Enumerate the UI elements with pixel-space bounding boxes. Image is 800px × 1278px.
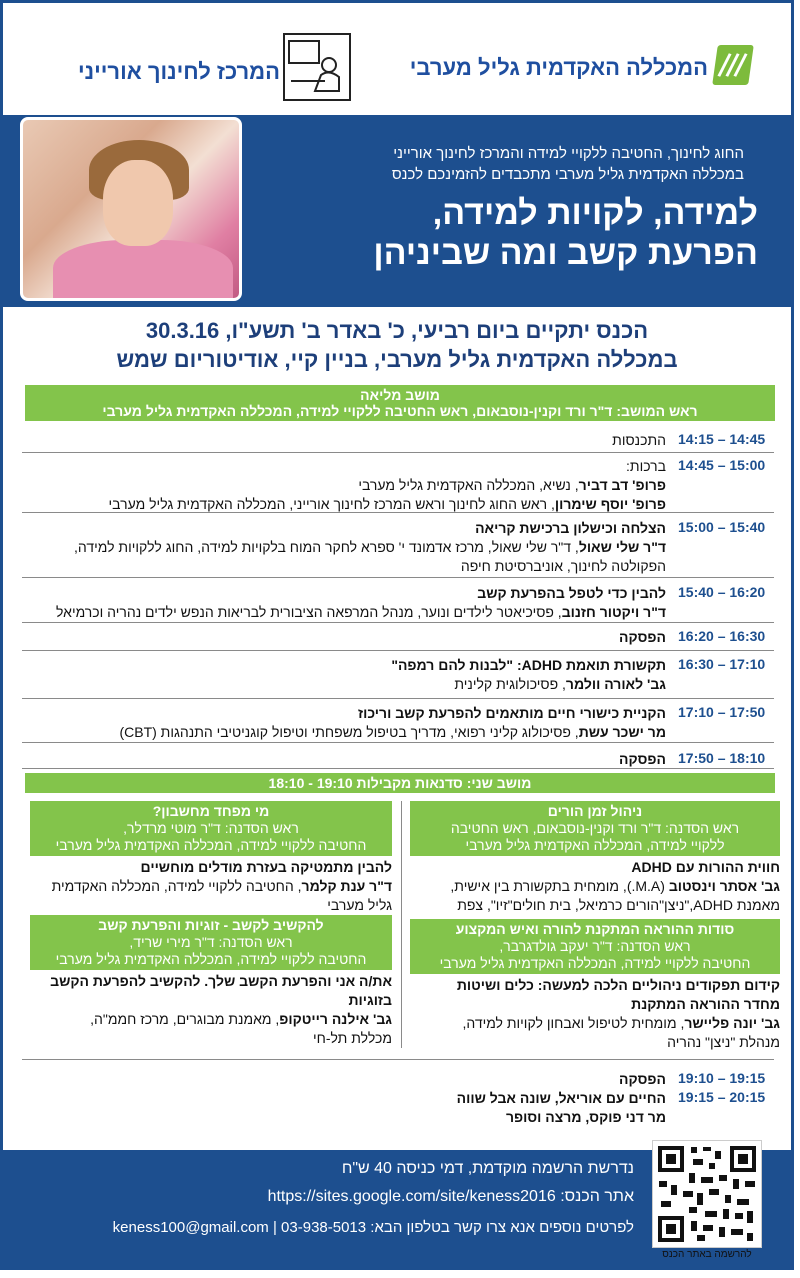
schedule-line-bold: גב' לאורה וולמר — [565, 676, 666, 692]
schedule-line-text: , ראש החוג לחינוך וראש המרכז לחינוך אורייני, המכללה האקדמית גליל מערבי — [108, 496, 555, 512]
schedule-text — [6, 584, 666, 622]
schedule-line — [6, 675, 666, 694]
workshop-couples-topic: את/ה אני והפרעת הקשב שלך. להקשיב להפרעת הקשב — [50, 973, 392, 989]
schedule-line-bold: הפסקה — [619, 751, 666, 767]
schedule-line — [6, 457, 666, 476]
workshop-parents-leader: ראש הסדנה: ד"ר ורד וקנין-נוסבאום, ראש החטיבה — [450, 820, 740, 836]
workshop-parents-speaker-line — [412, 877, 780, 896]
closing-text-bold: הפסקה — [619, 1071, 666, 1087]
workshop-teaching-title: סודות ההוראה המתקנת להורה ואיש המקצוע — [455, 921, 735, 937]
qr-code[interactable] — [652, 1140, 762, 1248]
workshop-teaching-speaker-line — [412, 1014, 780, 1033]
intro-line-2: במכללה האקדמית גליל מערבי מתכבדים להזמינכם לכנס — [391, 166, 744, 183]
schedule-time: 16:20 – 16:30 — [678, 628, 766, 644]
schedule-text — [6, 431, 666, 450]
event-date: הכנס יתקיים ביום רביעי, כ' באדר ב' תשע"ו, 30.3.16 — [145, 318, 649, 343]
site-link[interactable]: https://sites.google.com/site/keness2016 — [267, 1188, 556, 1205]
workshop-teaching-body — [412, 976, 780, 1052]
workshop-couples-body — [30, 972, 392, 1048]
closing-text-bold: מר דני פוקס, מרצה וסופר — [505, 1109, 666, 1125]
schedule-line-text: , פסיכולוג קליני רפואי, מדריך בטיפול משפחתי וטיפול קוגניטיבי התנהגות (CBT) — [119, 724, 579, 740]
registration-note: נדרשת הרשמה מוקדמת, דמי כניסה 40 ש"ח — [341, 1160, 634, 1177]
schedule-divider — [22, 622, 774, 623]
workshop-math-header — [30, 801, 392, 856]
schedule-line-text: , פסיכיאטר לילדים ונוער, מנהל המרפאה הציבורית לבריאות הנפש ילדים נהריה וכרמיאל — [56, 604, 562, 620]
schedule-line-text: ברכות: — [626, 458, 666, 474]
closing-text-bold: החיים עם אוריאל, שונה אבל שווה — [456, 1090, 666, 1106]
workshop-teaching-line2: מנהלת "ניצן" נהריה — [667, 1034, 780, 1050]
closing-text — [6, 1108, 666, 1127]
closing-divider — [22, 1059, 774, 1060]
workshop-parents-body — [412, 858, 780, 915]
workshop-couples-speaker: גב' אילנה רייטקופ — [279, 1011, 392, 1027]
workshop-teaching-leader2: החטיבה ללקויי למידה, המכללה האקדמית גליל מערבי — [439, 955, 751, 971]
workshop-divider — [401, 801, 402, 1048]
schedule-divider — [22, 512, 774, 513]
college-logo-text: המכללה האקדמית גליל מערבי — [409, 55, 708, 80]
workshop-math-speaker: ד"ר ענת קלמר — [301, 878, 392, 894]
workshop-parents-leader2: ללקויי למידה, המכללה האקדמית גליל מערבי — [465, 837, 725, 853]
workshop-parents-speaker-rest: (M.A.), מומחית בתקשורת בין אישית, — [450, 878, 665, 894]
workshop-math-line2: גליל מערבי — [327, 897, 392, 913]
workshop-couples-topic2: בזוגיות — [348, 992, 392, 1008]
plenary-bar — [25, 385, 775, 421]
workshop-math-body — [30, 858, 392, 915]
workshop-couples-leader2: החטיבה ללקויי למידה, המכללה האקדמית גליל מערבי — [55, 951, 367, 967]
schedule-time: 17:10 – 17:50 — [678, 704, 766, 720]
plenary-title: מושב מליאה — [360, 387, 440, 403]
workshop-teaching-leader: ראש הסדנה: ד"ר יעקב גולדגרבר, — [499, 938, 691, 954]
header — [3, 3, 791, 115]
workshop-parents-title: ניהול זמן הורים — [547, 803, 643, 819]
qr-caption: להרשמה באתר הכנס — [662, 1249, 752, 1260]
college-logo-icon — [712, 45, 754, 85]
conference-title — [278, 193, 758, 273]
schedule-text — [6, 628, 666, 647]
workshop-couples-line2: מכללת תל-חי — [313, 1030, 392, 1046]
schedule-line-text: , ד"ר שלי שאול, מרכז אדמונד י' ספרא לחקר המוח בלקויות למידה, החוג ללקויות למידה, — [74, 539, 579, 555]
schedule-line-bold: להבין כדי לטפל בהפרעת קשב — [477, 585, 666, 601]
schedule-line-bold: מר ישכר עשת — [578, 724, 666, 740]
workshop-parents-topic: חווית ההורות עם ADHD — [631, 859, 780, 875]
schedule-text — [6, 457, 666, 514]
title-line-1: למידה, לקויות למידה, — [432, 194, 758, 232]
schedule-time: 15:40 – 16:20 — [678, 584, 766, 600]
schedule-divider — [22, 768, 774, 769]
session2-bar: מושב שני: סדנאות מקבילות 19:10 - 18:10 — [25, 773, 775, 793]
literacy-center-logo: המרכז לחינוך אורייני — [78, 59, 280, 84]
qr-code-icon — [653, 1141, 761, 1247]
workshop-teaching-topic: קידום תפקודים ניהוליים הלכה למעשה: כלים ושיטות — [456, 977, 780, 993]
schedule-divider — [22, 577, 774, 578]
workshop-teaching-topic2: מחדר ההוראה המתקנת — [631, 996, 780, 1012]
workshop-couples-leader: ראש הסדנה: ד"ר מירי שריד, — [129, 934, 293, 950]
schedule-line-bold: הקניית כישורי חיים מותאמים להפרעת קשב וריכוז — [358, 705, 666, 721]
schedule-time: 16:30 – 17:10 — [678, 656, 766, 672]
schedule-line-text: הפקולטה לחינוך, אוניברסיטת חיפה — [460, 558, 666, 574]
schedule-line — [6, 723, 666, 742]
workshop-math-leader: ראש הסדנה: ד"ר מוטי מרדלר, — [123, 820, 299, 836]
schedule-line — [6, 431, 666, 450]
schedule-line — [6, 519, 666, 538]
intro-line-1: החוג לחינוך, החטיבה ללקויי למידה והמרכז לחינוך אורייני — [393, 145, 744, 162]
workshop-teaching-speaker-rest: , מומחית לטיפול ואבחון לקויות למידה, — [462, 1015, 685, 1031]
schedule-line — [6, 538, 666, 557]
workshop-math-leader2: החטיבה ללקויי למידה, המכללה האקדמית גליל מערבי — [55, 837, 367, 853]
schedule-line-text: התכנסות — [612, 432, 666, 448]
workshop-teaching-speaker: גב' יונה פליישר — [684, 1015, 780, 1031]
workshop-parents-speaker: גב' אסתר וינסטוב — [668, 878, 780, 894]
schedule-line — [6, 584, 666, 603]
schedule-line-bold: תקשורת תואמת ADHD: "לבנות להם רמפה" — [391, 657, 666, 673]
workshop-parents-line2: מאמנת ADHD,"ניצן"הורים כרמיאל, בית חולים"זיו", צפת — [457, 897, 780, 913]
schedule-line-bold: הפסקה — [619, 629, 666, 645]
workshop-couples-speaker-rest: , מאמנת מבוגרים, מרכז חממ"ה, — [90, 1011, 280, 1027]
contact-line: לפרטים נוספים אנא צרו קשר בטלפון הבא: 03-938-5013 | keness100@gmail.com — [112, 1219, 634, 1236]
schedule-time: 14:45 – 15:00 — [678, 457, 766, 473]
workshop-teaching-header — [410, 919, 780, 974]
schedule-line — [6, 628, 666, 647]
workshop-math-speaker-line — [30, 877, 392, 896]
title-line-2: הפרעת קשב ומה שביניהן — [373, 234, 758, 272]
closing-text — [6, 1089, 666, 1108]
schedule-time: 17:50 – 18:10 — [678, 750, 766, 766]
schedule-line — [6, 704, 666, 723]
schedule-time: 15:00 – 15:40 — [678, 519, 766, 535]
closing-text — [6, 1070, 666, 1089]
schedule-divider — [22, 742, 774, 743]
girl-photo — [20, 117, 242, 301]
workshop-math-title: מי מפחד מחשבון? — [152, 803, 270, 819]
workshop-math-speaker-rest: , החטיבה ללקויי למידה, המכללה האקדמית — [51, 878, 302, 894]
closing-time: 19:10 – 19:15 — [678, 1070, 766, 1086]
schedule-divider — [22, 452, 774, 453]
schedule-line — [6, 476, 666, 495]
schedule-text — [6, 519, 666, 576]
schedule-line — [6, 603, 666, 622]
schedule-line — [6, 656, 666, 675]
conference-site-line — [268, 1188, 634, 1206]
workshop-couples-header — [30, 915, 392, 970]
schedule-line-bold: פרופ' דב דביר — [578, 477, 666, 493]
schedule-divider — [22, 650, 774, 651]
schedule-divider — [22, 698, 774, 699]
child-drawing-icon — [283, 33, 351, 101]
schedule-line-bold: ד"ר שלי שאול — [578, 539, 666, 555]
schedule-time: 14:15 – 14:45 — [678, 431, 766, 447]
workshop-parents-header — [410, 801, 780, 856]
schedule-line-text: , פסיכולוגית קלינית — [454, 676, 566, 692]
schedule-text — [6, 750, 666, 769]
schedule-text — [6, 656, 666, 694]
workshop-couples-speaker-line — [30, 1010, 392, 1029]
plenary-chair: ראש המושב: ד"ר ורד וקנין-נוסבאום, ראש החטיבה ללקויי למידה, המכללה האקדמית גליל מערבי — [102, 403, 698, 419]
schedule-line-bold: הצלחה וכישלון ברכישת קריאה — [475, 520, 666, 536]
schedule-line — [6, 750, 666, 769]
workshop-couples-title: להקשיב לקשב - זוגיות והפרעת קשב — [98, 917, 324, 933]
schedule-line-bold: פרופ' יוסף שימרון — [554, 496, 666, 512]
closing-time: 19:15 – 20:15 — [678, 1089, 766, 1105]
site-label: אתר הכנס: — [555, 1188, 634, 1205]
event-location: במכללה האקדמית גליל מערבי, בניין קיי, אודיטוריום שמש — [116, 347, 678, 372]
workshop-math-topic: להבין מתמטיקה בעזרת מודלים מוחשיים — [140, 859, 392, 875]
schedule-line-bold: ד"ר ויקטור חזנוב — [561, 604, 666, 620]
schedule-line-text: , נשיא, המכללה האקדמית גליל מערבי — [358, 477, 579, 493]
schedule-text — [6, 704, 666, 742]
invitation-text — [264, 143, 744, 185]
schedule-line — [6, 557, 666, 576]
